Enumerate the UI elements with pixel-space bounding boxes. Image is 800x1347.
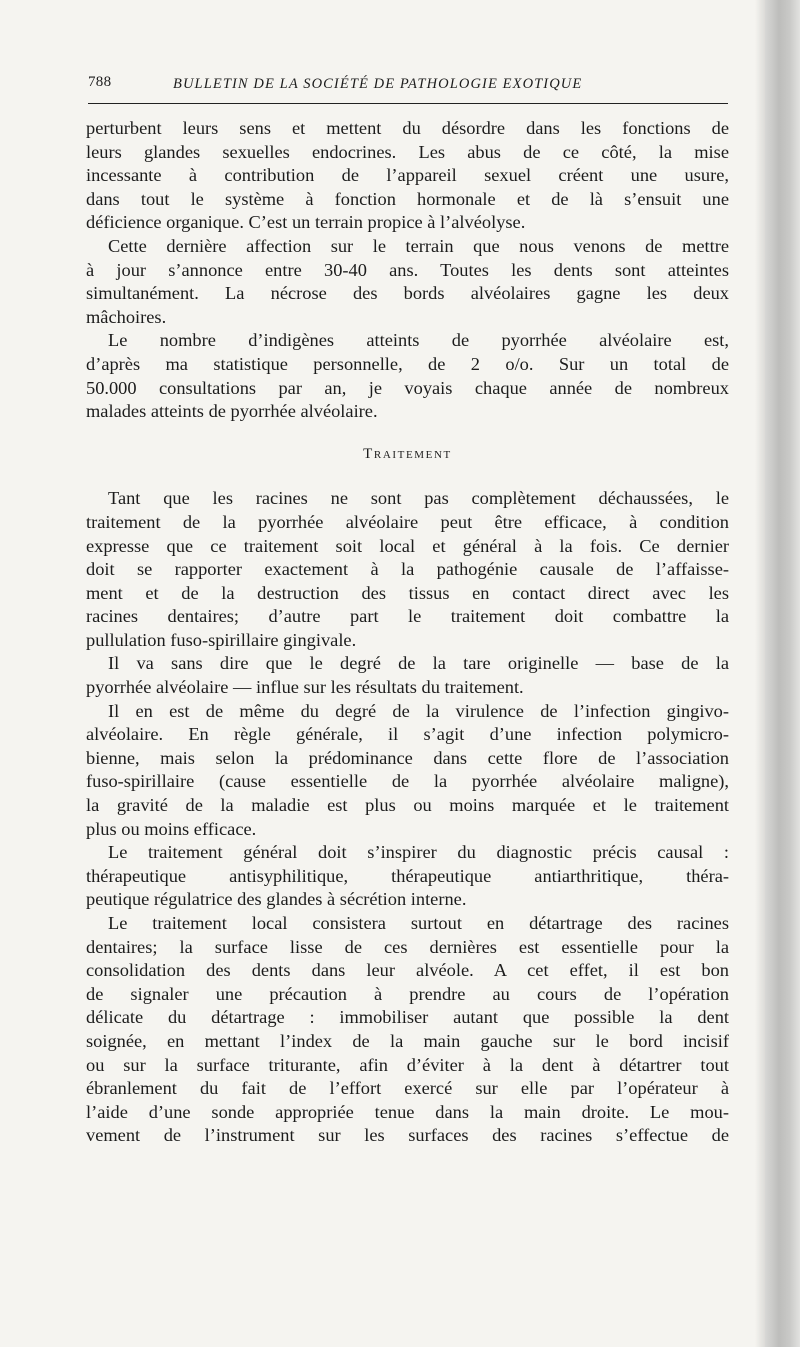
text-line: mâchoires. <box>86 306 167 327</box>
text-line: déficience organique. C’est un terrain propice à l’alvéolyse. <box>86 212 526 233</box>
text-line: doit se rapporter exactement à la pathogénie causale de l’affaisse- <box>86 559 729 580</box>
paragraph <box>86 235 729 329</box>
binding-edge <box>765 0 800 1347</box>
paragraph <box>86 117 729 235</box>
paragraph <box>86 329 729 423</box>
text-line: Il en est de même du degré de la virulence de l’infection gingivo- <box>108 700 729 721</box>
text-line: ébranlement du fait de l’effort exercé sur elle par l’opérateur à <box>86 1078 729 1099</box>
text-line: ment et de la destruction des tissus en contact direct avec les <box>86 582 729 603</box>
text-line: à jour s’annonce entre 30-40 ans. Toutes les dents sont atteintes <box>86 259 729 280</box>
text-line: incessante à contribution de l’appareil sexuel créent une usure, <box>86 165 729 186</box>
section-title: Traitement <box>363 445 452 462</box>
paragraph <box>86 912 729 1148</box>
text-line: racines dentaires; d’autre part le traitement doit combattre la <box>86 606 729 627</box>
text-line: fuso-spirillaire (cause essentielle de la pyorrhée alvéolaire maligne), <box>86 771 729 792</box>
binding-shadow <box>755 0 765 1347</box>
page-number: 788 <box>88 74 112 90</box>
text-line: soignée, en mettant l’index de la main gauche sur le bord incisif <box>86 1030 729 1051</box>
paragraph <box>86 487 729 652</box>
text-line: alvéolaire. En règle générale, il s’agit d’une infection polymicro- <box>86 724 729 745</box>
text-line: Cette dernière affection sur le terrain que nous venons de mettre <box>108 235 729 256</box>
paragraph <box>86 700 729 842</box>
text-line: pyorrhée alvéolaire — influe sur les résultats du traitement. <box>86 677 524 698</box>
text-line: traitement de la pyorrhée alvéolaire peut être efficace, à condition <box>86 511 729 532</box>
header-rule <box>88 103 728 104</box>
text-line: Le nombre d’indigènes atteints de pyorrhée alvéolaire est, <box>108 330 729 351</box>
page-header <box>88 70 728 106</box>
text-line: dentaires; la surface lisse de ces dernières est essentielle pour la <box>86 936 729 957</box>
text-line: consolidation des dents dans leur alvéole. A cet effet, il est bon <box>86 960 729 981</box>
text-line: de signaler une précaution à prendre au cours de l’opération <box>86 983 729 1004</box>
text-line: bienne, mais selon la prédominance dans cette flore de l’association <box>86 747 729 768</box>
text-line: délicate du détartrage : immobiliser autant que possible la dent <box>86 1007 729 1028</box>
text-line: Le traitement local consistera surtout en détartrage des racines <box>108 913 729 933</box>
text-line: pullulation fuso-spirillaire gingivale. <box>86 629 357 650</box>
running-head: BULLETIN DE LA SOCIÉTÉ DE PATHOLOGIE EXOTIQUE <box>173 76 583 92</box>
paragraph <box>86 841 729 912</box>
text-line: Il va sans dire que le degré de la tare originelle — base de la <box>108 653 729 674</box>
text-line: 50.000 consultations par an, je voyais chaque année de nombreux <box>86 377 729 398</box>
body-text <box>86 117 729 1148</box>
text-line: l’aide d’une sonde appropriée tenue dans la main droite. Le mou- <box>86 1101 729 1122</box>
text-line: la gravité de la maladie est plus ou moins marquée et le traitement <box>86 795 729 816</box>
text-line: leurs glandes sexuelles endocrines. Les abus de ce côté, la mise <box>86 141 729 162</box>
text-line: simultanément. La nécrose des bords alvéolaires gagne les deux <box>86 283 729 304</box>
text-line: ou sur la surface triturante, afin d’éviter à la dent à détartrer tout <box>86 1054 729 1075</box>
paragraph <box>86 652 729 699</box>
text-line: Le traitement général doit s’inspirer du diagnostic précis causal : <box>108 842 729 863</box>
text-line: thérapeutique antisyphilitique, thérapeutique antiarthritique, théra- <box>86 865 729 886</box>
text-line: perturbent leurs sens et mettent du désordre dans les fonctions de <box>86 118 729 138</box>
text-line: malades atteints de pyorrhée alvéolaire. <box>86 401 378 422</box>
text-line: plus ou moins efficace. <box>86 818 257 839</box>
text-line: peutique régulatrice des glandes à sécrétion interne. <box>86 889 467 910</box>
text-line: expresse que ce traitement soit local et général à la fois. Ce dernier <box>86 535 729 556</box>
text-line: d’après ma statistique personnelle, de 2 o/o. Sur un total de <box>86 353 729 374</box>
text-line: Tant que les racines ne sont pas complètement déchaussées, le <box>108 488 729 509</box>
text-line: vement de l’instrument sur les surfaces des racines s’effectue de <box>86 1125 729 1146</box>
text-line: dans tout le système à fonction hormonale et de là s’ensuit une <box>86 188 729 209</box>
